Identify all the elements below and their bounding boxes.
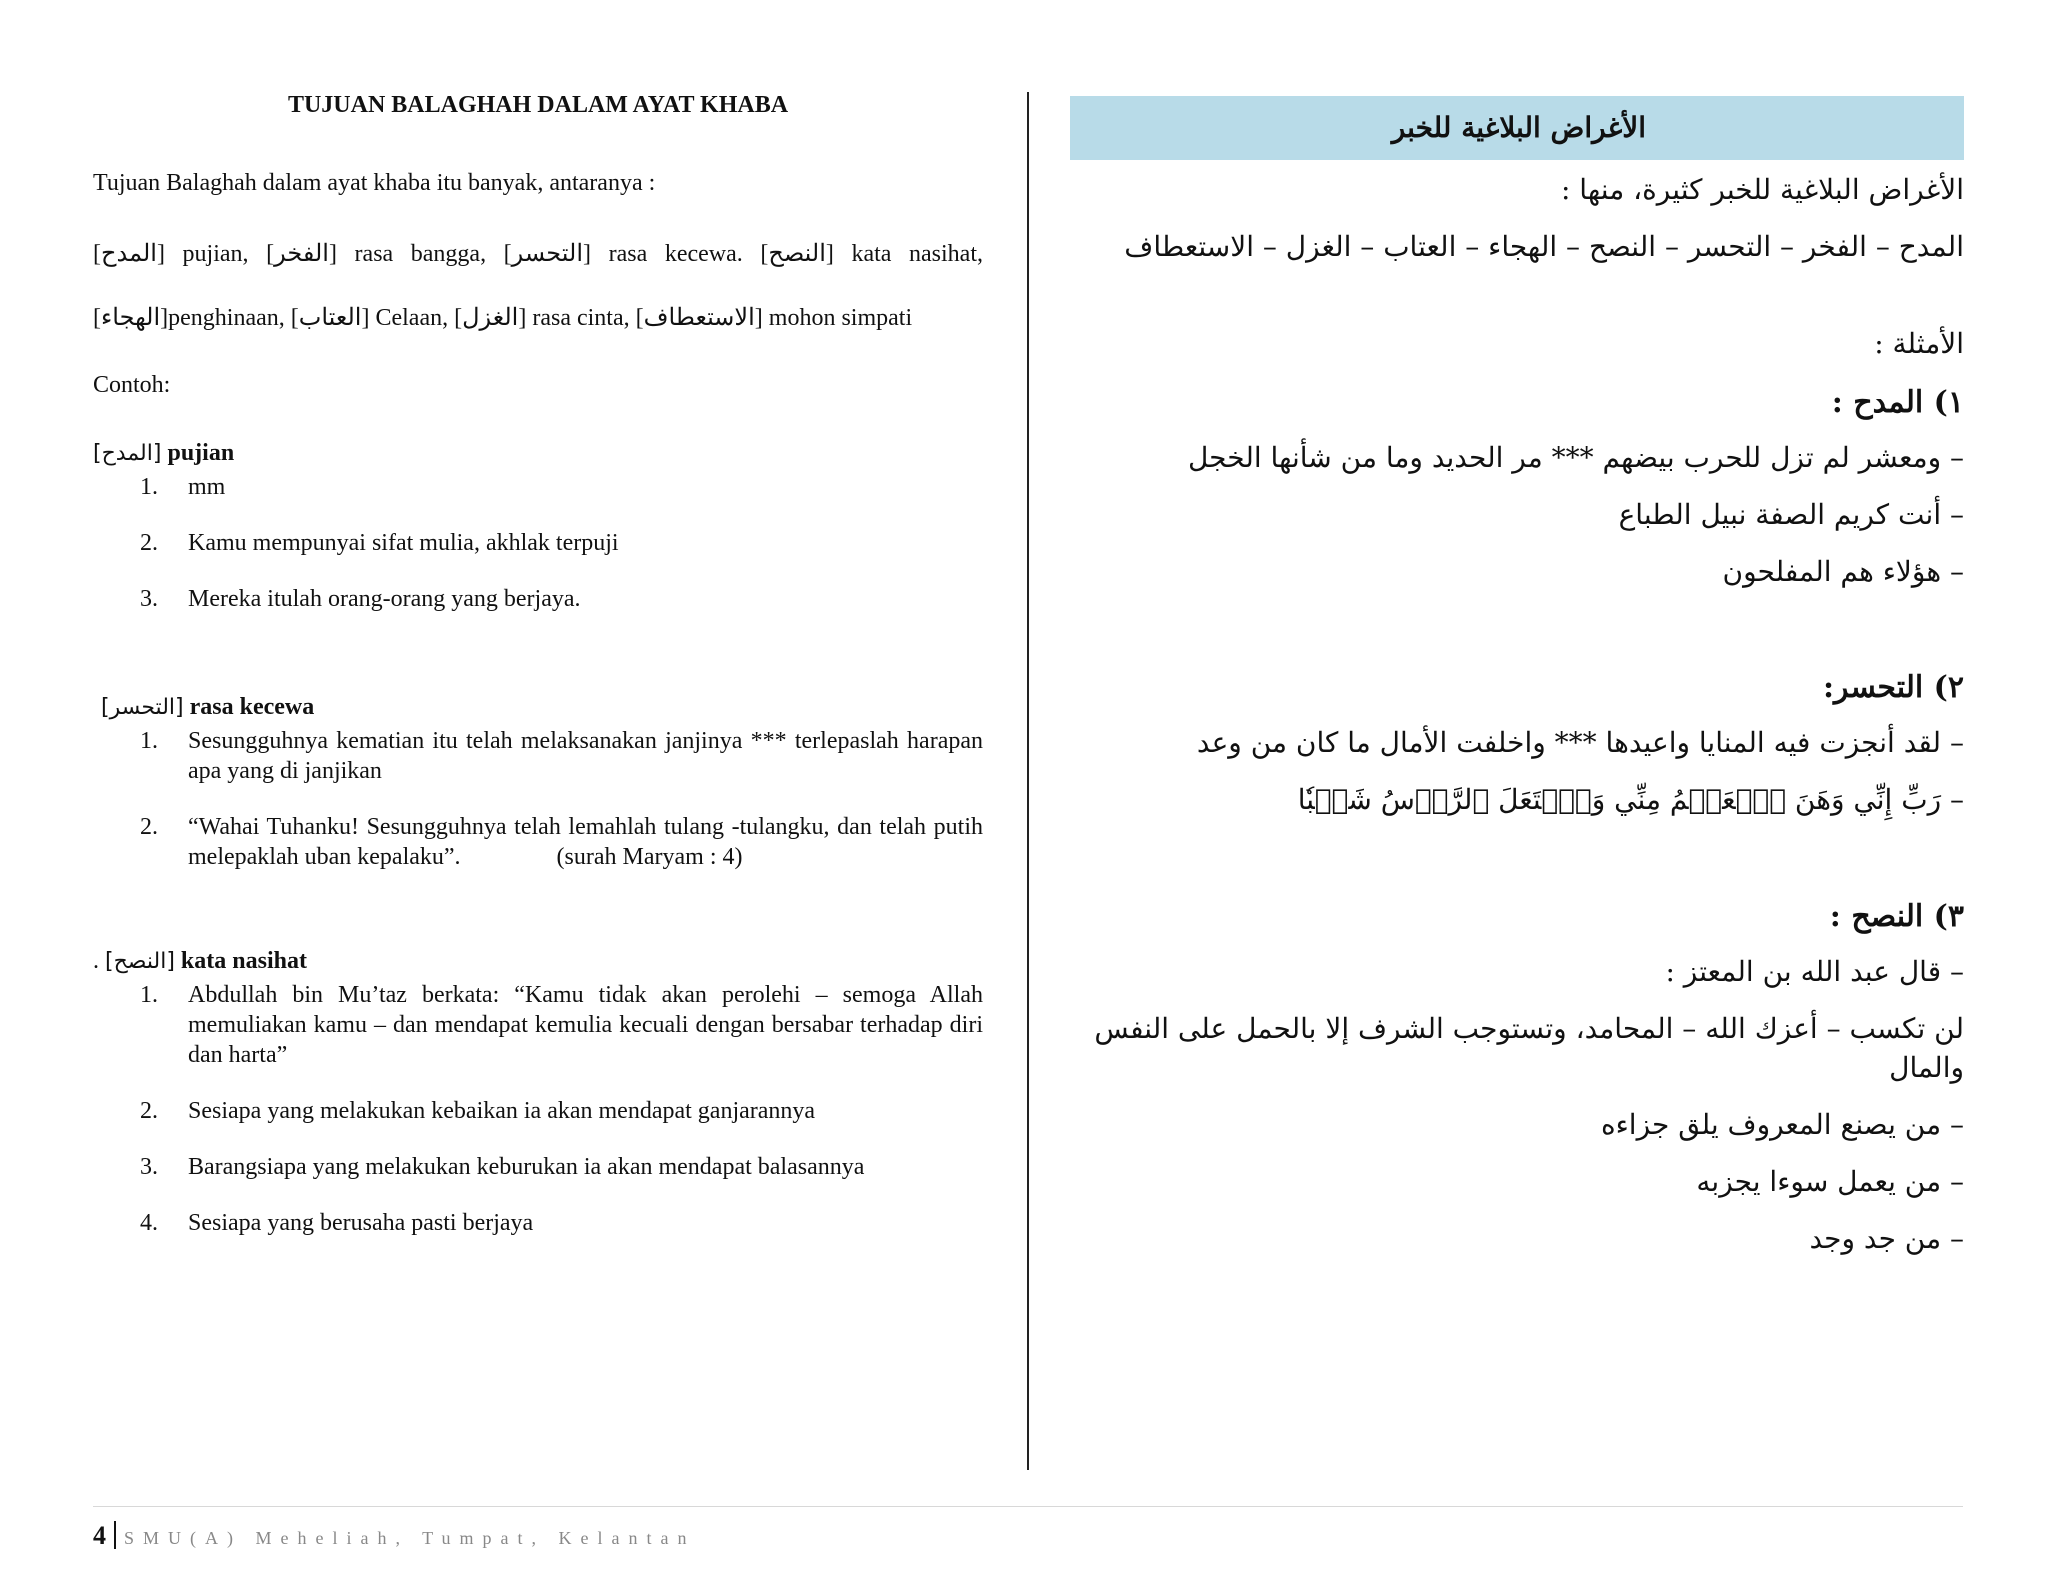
list-item: 3. Mereka itulah orang-orang yang berjaya. (140, 586, 581, 612)
right-section-title: ٢) التحسر: (1822, 670, 1964, 706)
right-line: لن تكسب – أعزك الله – المحامد، وتستوجب الشرف إلا بالحمل على النفس والمال (1094, 1011, 1964, 1084)
arabic-term: [المدح] (93, 441, 162, 466)
right-header: الأغراض البلاغية للخبر (1070, 96, 1964, 160)
right-section-title: ٣) النصح : (1829, 898, 1964, 934)
arabic-term: [النصح] (105, 949, 175, 974)
list-item: 3. Barangsiapa yang melakukan keburukan ia akan mendapat balasannya (140, 1154, 865, 1180)
page-footer (93, 1506, 1963, 1551)
left-terms: [المدح] pujian, [الفخر] rasa bangga, [التحسر] rasa kecewa. [النصح] kata nasihat, [الهجاء]penghinaan, [العتاب] Celaan, [الغزل] rasa cinta, [الاستعطاف] mohon simpati (93, 241, 984, 331)
right-line: – هؤلاء هم المفلحون (1722, 554, 1964, 588)
left-title: TUJUAN BALAGHAH DALAM AYAT KHABA (287, 92, 789, 118)
left-column (93, 90, 989, 1264)
column-divider (1027, 92, 1029, 1470)
list-item: 1. Sesungguhnya kematian itu telah melaksanakan janjinya *** terlepaslah harapan apa yang di janjikan (140, 728, 983, 784)
list-item: 1. Abdullah bin Mu’taz berkata: “Kamu tidak akan perolehi – semoga Allah memuliakan kamu – dan mendapat kemulia kecuali dengan bersabar terhadap diri dan harta” (140, 982, 983, 1068)
right-column (1070, 96, 1964, 1277)
right-line: – قال عبد الله بن المعتز : (1665, 954, 1964, 988)
list-item: 2. Kamu mempunyai sifat mulia, akhlak terpuji (140, 530, 619, 556)
right-line: – أنت كريم الصفة نبيل الطباع (1618, 497, 1964, 531)
left-section-heading: . [النصح] kata nasihat (93, 948, 307, 974)
left-list (93, 726, 989, 872)
right-line: – رَبِّ إِنِّي وَهَنَ ٱلۡعَظۡمُ مِنِّي وَٱشۡتَعَلَ ٱلرَّأۡسُ شَيۡبٗا (1297, 783, 1964, 817)
list-item: 2. “Wahai Tuhanku! Sesungguhnya telah lemahlah tulang -tulangku, dan telah putih melepaklah uban kepalaku”. (surah Maryam : 4) (140, 814, 989, 870)
list-item: 4. Sesiapa yang berusaha pasti berjaya (140, 1210, 534, 1236)
section-label: pujian (167, 440, 235, 466)
left-section-heading (93, 438, 983, 468)
left-intro: Tujuan Balaghah dalam ayat khaba itu banyak, antaranya : (93, 170, 656, 196)
list-item: 1. mm (140, 474, 226, 500)
right-intro: الأغراض البلاغية للخبر كثيرة، منها : (1560, 173, 1964, 206)
examples-label: الأمثلة : (1874, 327, 1964, 361)
right-list: المدح – الفخر – التحسر – النصح – الهجاء – العتاب – الغزل – الاستعطاف (1124, 230, 1964, 264)
left-section-heading (93, 692, 983, 722)
right-section-title: ١) المدح : (1831, 384, 1964, 420)
section-label: rasa kecewa (189, 694, 315, 720)
left-list (93, 472, 983, 614)
right-line: – ومعشر لم تزل للحرب بيضهم *** مر الحديد وما من شأنها الخجل (1187, 440, 1964, 474)
school-name: SMU(A) Meheliah, Tumpat, Kelantan (124, 1528, 696, 1548)
right-line: – لقد أنجزت فيه المنايا واعيدها *** واخلفت الأمال ما كان من وعد (1196, 726, 1964, 760)
list-item: 2. Sesiapa yang melakukan kebaikan ia akan mendapat ganjarannya (140, 1098, 816, 1124)
section-label: kata nasihat (180, 948, 307, 974)
right-line: – من يصنع المعروف يلق جزاءه (1600, 1108, 1964, 1142)
right-line: – من جد وجد (1809, 1222, 1964, 1256)
right-line: – من يعمل سوءا يجزبه (1696, 1165, 1964, 1199)
left-list (93, 980, 983, 1238)
contoh-label: Contoh: (93, 372, 171, 398)
footer-separator (114, 1521, 116, 1549)
arabic-term: [التحسر] (101, 695, 184, 720)
page-number: 4 (93, 1521, 106, 1550)
